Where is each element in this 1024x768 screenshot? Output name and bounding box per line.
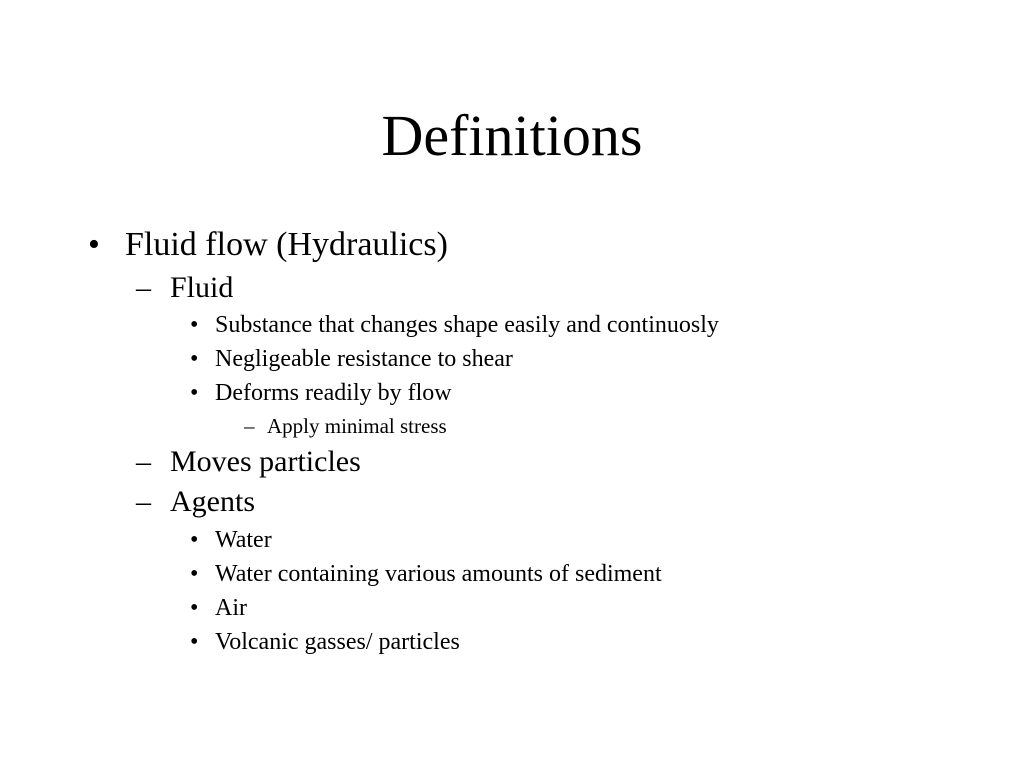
bullet-text: Air: [215, 595, 247, 621]
bullet-icon: •: [190, 561, 199, 587]
bullet-icon: •: [190, 346, 199, 372]
dash-icon: –: [244, 414, 255, 438]
dash-icon: –: [136, 485, 151, 518]
bullet-text: Water: [215, 527, 272, 553]
bullet-icon: •: [88, 226, 100, 263]
bullet-text: Agents: [170, 485, 255, 518]
bullet-icon: •: [190, 629, 199, 655]
dash-icon: –: [136, 271, 151, 304]
bullet-text: Negligeable resistance to shear: [215, 346, 513, 372]
bullet-text: Deforms readily by flow: [215, 380, 452, 406]
bullet-text: Moves particles: [170, 445, 361, 478]
bullet-text: Fluid: [170, 271, 234, 304]
bullet-text: Fluid flow (Hydraulics): [125, 226, 448, 263]
bullet-text: Substance that changes shape easily and continuosly: [215, 312, 719, 338]
bullet-icon: •: [190, 595, 199, 621]
bullet-text: Water containing various amounts of sediment: [215, 561, 662, 587]
bullet-text: Apply minimal stress: [267, 414, 447, 438]
bullet-icon: •: [190, 527, 199, 553]
dash-icon: –: [136, 445, 151, 478]
bullet-icon: •: [190, 380, 199, 406]
slide-title: Definitions: [381, 103, 643, 168]
bullet-text: Volcanic gasses/ particles: [215, 629, 460, 655]
bullet-icon: •: [190, 312, 199, 338]
